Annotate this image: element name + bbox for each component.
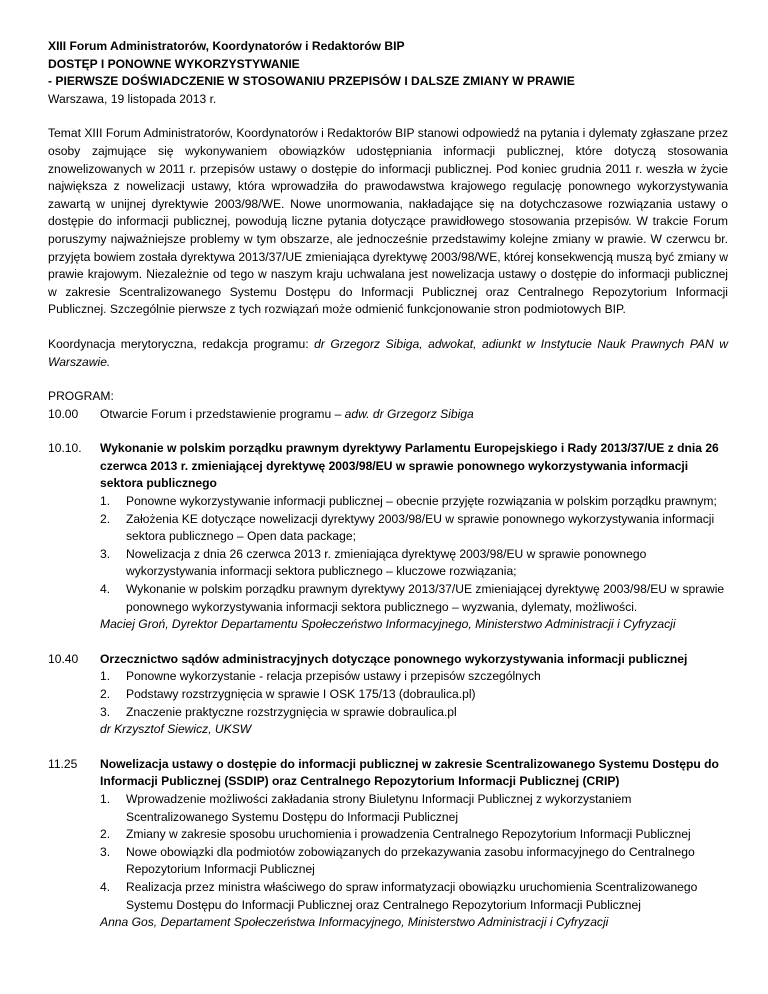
- program-label: PROGRAM:: [48, 389, 114, 404]
- program-session: [48, 440, 728, 634]
- topic-item: 1. Ponowne wykorzystywanie informacji publicznej – obecnie przyjęte rozwiązania w polskim porządku prawnym;: [100, 494, 717, 509]
- header-title: XIII Forum Administratorów, Koordynatorów i Redaktorów BIP: [48, 39, 405, 53]
- intro-paragraph: Temat XIII Forum Administratorów, Koordynatorów i Redaktorów BIP stanowi odpowiedź na pytania i dylematy zgłaszane przez osoby zajmujące się wykonywaniem obowiązków udostępniania informacji publicznej, które dotyczą stosowania znowelizowanych w 2011 r. przepisów ustawy o dostępie do informacji publicznej. Pod koniec grudnia 2011 r. weszła w życie największa z nowelizacji ustawy, która wprowadziła do prawodawstwa krajowego regulację ponownego wykorzystywania zawartą w unijnej dyrektywie 2003/98/WE. Nowe unormowania, nakładające się na dotychczasowe rozwiązania ustawy o dostępie do informacji publicznej, powodują liczne pytania dotyczące prawidłowego stosowania przepisów. W trakcie Forum poruszymy najważniejsze problemy w tym obszarze, ale jednocześnie przedstawimy kolejne zmiany w prawie. W czerwcu br. przyjęta bowiem została dyrektywa 2013/37/UE zmieniająca dyrektywę 2003/98/WE, której konsekwencją muszą być zmiany w prawie krajowym. Niezależnie od tego w naszym kraju uchwalana jest nowelizacja ustawy o dostępie do informacji publicznej w zakresie Scentralizowanego Systemu Dostępu do Informacji Publicznej oraz Centralnego Repozytorium Informacji Publicznej. Szczególnie pierwsze z tych rozwiązań może odmienić funkcjonowanie stron podmiotowych BIP.: [48, 126, 728, 317]
- session-speaker: Maciej Groń, Dyrektor Departamentu Społeczeństwo Informacyjnego, Ministerstwo Administracji i Cyfryzacji: [100, 617, 676, 632]
- session-time: 10.10.: [48, 441, 82, 456]
- session-time: 10.00: [48, 406, 79, 421]
- session-title: Wykonanie w polskim porządku prawnym dyrektywy Parlamentu Europejskiego i Rady 2013/37/UE z dnia 26 czerwca 2013 r. zmieniającej dyrektywę 2003/98/EU w sprawie ponownego wykorzystywania informacji sektora publicznego: [100, 441, 719, 491]
- topic-item: 1. Wprowadzenie możliwości zakładania strony Biuletynu Informacji Publicznej z wykorzystaniem Scentralizowanego Systemu Dostępu do Informacji Publicznej: [100, 791, 632, 824]
- topic-item: 4. Realizacja przez ministra właściwego do spraw informatyzacji obowiązku uruchomienia Scentralizowanego Systemu Dostępu do Informacji Publicznej oraz Centralnego Repozytorium Informacji Publicznej: [100, 879, 698, 912]
- session-title: Nowelizacja ustawy o dostępie do informacji publicznej w zakresie Scentralizowanego Systemu Dostępu do Informacji Publicznej (SSDIP) oraz Centralnego Repozytorium Informacji Publicznej (CRIP): [100, 756, 719, 789]
- program-session: [48, 756, 728, 932]
- topic-item: 4. Wykonanie w polskim porządku prawnym dyrektywy 2013/37/UE zmieniającej dyrektywę 2003/98/EU w sprawie ponownego wykorzystywania informacji sektora publicznego – wyzwania, dylematy, możliwości.: [100, 582, 725, 614]
- topic-item: 1. Ponowne wykorzystanie - relacja przepisów ustawy i przepisów szczególnych: [100, 669, 541, 684]
- session-time: 11.25: [48, 756, 78, 771]
- place-date: Warszawa, 19 listopada 2013 r.: [48, 91, 217, 106]
- topic-item: 2. Zmiany w zakresie sposobu uruchomienia i prowadzenia Centralnego Repozytorium Informacji Publicznej: [100, 827, 691, 842]
- topic-item: 3. Nowe obowiązki dla podmiotów zobowiązanych do przekazywania zasobu informacyjnego do Centralnego Repozytorium Informacji Publicznej: [100, 844, 695, 877]
- header-subtitle: DOSTĘP I PONOWNE WYKORZYSTYWANIE: [48, 56, 300, 71]
- topic-item: 3. Nowelizacja z dnia 26 czerwca 2013 r. zmieniająca dyrektywę 2003/98/EU w sprawie ponownego wykorzystywania informacji sektora publicznego – kluczowe rozwiązania;: [100, 546, 647, 579]
- session-time: 10.40: [48, 651, 79, 666]
- program-session: [48, 651, 728, 739]
- session-topics: [100, 668, 728, 721]
- session-title: Orzecznictwo sądów administracyjnych dotyczące ponownego wykorzystywania informacji publicznej: [100, 651, 688, 666]
- opening-text: Otwarcie Forum i przedstawienie programu –: [100, 406, 345, 421]
- topic-item: 2. Podstawy rozstrzygnięcia w sprawie I OSK 175/13 (dobraulica.pl): [100, 687, 476, 701]
- coordination-paragraph: [48, 336, 728, 371]
- header-subtitle-2: - PIERWSZE DOŚWIADCZENIE W STOSOWANIU PRZEPISÓW I DALSZE ZMIANY W PRAWIE: [48, 74, 575, 89]
- session-topics: [100, 493, 728, 616]
- session-speaker: Anna Gos, Departament Społeczeństwa Informacyjnego, Ministerstwo Administracji i Cyfryzacji: [100, 915, 609, 930]
- coordination-label: Koordynacja merytoryczna, redakcja programu:: [48, 336, 315, 351]
- document-page: [48, 38, 728, 932]
- program-opening: [48, 406, 728, 424]
- session-speaker: dr Krzysztof Siewicz, UKSW: [100, 722, 252, 737]
- coordination-person: dr Grzegorz Sibiga, adwokat, adiunkt w Instytucie Nauk Prawnych PAN w Warszawie.: [48, 336, 728, 369]
- session-topics: [100, 791, 728, 914]
- topic-item: 2. Założenia KE dotyczące nowelizacji dyrektywy 2003/98/EU w sprawie ponownego wykorzystywania informacji sektora publicznego – Open data package;: [100, 511, 715, 544]
- topic-item: 3. Znaczenie praktyczne rozstrzygnięcia w sprawie dobraulica.pl: [100, 704, 457, 719]
- opening-speaker: adw. dr Grzegorz Sibiga: [344, 406, 474, 421]
